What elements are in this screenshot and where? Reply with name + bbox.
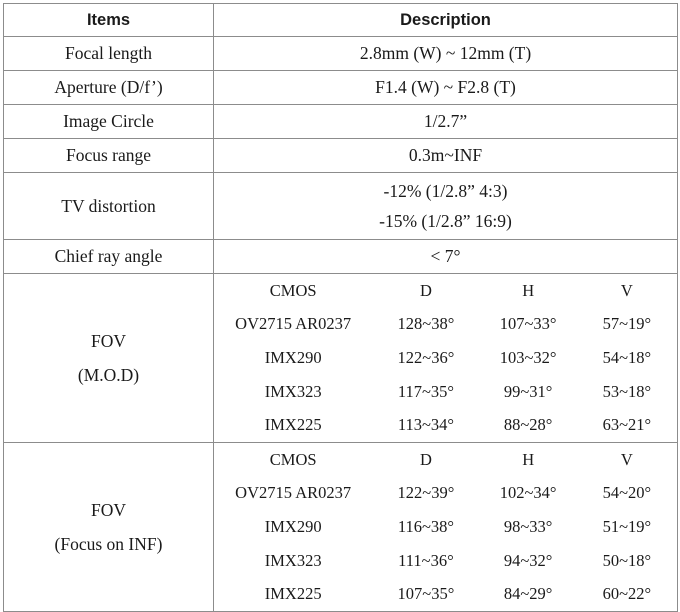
item-chief-ray-angle: Chief ray angle	[4, 240, 214, 274]
fov-v: 54~20°	[602, 483, 652, 503]
fov-h: 103~32°	[499, 347, 557, 367]
fov-inf-row	[214, 477, 677, 511]
fov-inf-values	[214, 442, 678, 611]
items-header: Items	[4, 4, 214, 37]
fov-cmos: IMX323	[264, 381, 322, 401]
fov-v: 57~19°	[602, 314, 652, 334]
fov-cmos: OV2715 AR0237	[235, 314, 352, 334]
fov-h: 99~31°	[503, 381, 553, 401]
fov-h: 84~29°	[503, 584, 553, 604]
spec-row-fov-inf	[4, 442, 678, 611]
spec-row-focus-range	[4, 139, 678, 173]
fov-v: 63~21°	[602, 415, 652, 435]
fov-cmos: IMX225	[264, 584, 322, 604]
fov-mod-row	[214, 308, 677, 342]
fov-d: 128~38°	[397, 314, 455, 334]
fov-col-d: D	[419, 280, 432, 300]
spec-row-aperture	[4, 71, 678, 105]
fov-d: 122~36°	[397, 347, 455, 367]
fov-inf-row	[214, 544, 677, 578]
fov-cmos: IMX290	[264, 347, 322, 367]
spec-row-fov-mod	[4, 274, 678, 443]
fov-mod-condition: (M.O.D)	[77, 364, 140, 385]
item-fov-mod	[4, 274, 214, 443]
fov-cmos: OV2715 AR0237	[235, 483, 352, 503]
fov-h: 94~32°	[503, 550, 553, 570]
fov-inf-row	[214, 577, 677, 611]
fov-inf-header-row	[214, 443, 677, 477]
spec-row-chief-ray-angle	[4, 240, 678, 274]
spec-row-focal-length	[4, 37, 678, 71]
fov-v: 50~18°	[602, 550, 652, 570]
value-tv-distortion	[214, 173, 678, 240]
fov-d: 107~35°	[397, 584, 455, 604]
value-focus-range: 0.3m~INF	[214, 139, 678, 173]
fov-v: 60~22°	[602, 584, 652, 604]
lens-spec-table	[3, 3, 678, 612]
fov-col-cmos: CMOS	[269, 280, 317, 300]
value-chief-ray-angle: < 7°	[214, 240, 678, 274]
fov-d: 117~35°	[397, 381, 455, 401]
fov-col-cmos: CMOS	[269, 449, 317, 469]
item-image-circle: Image Circle	[4, 105, 214, 139]
fov-col-h: H	[522, 449, 535, 469]
fov-h: 107~33°	[499, 314, 557, 334]
fov-mod-header-row	[214, 274, 677, 308]
fov-col-d: D	[419, 449, 432, 469]
fov-mod-row	[214, 341, 677, 375]
fov-d: 122~39°	[397, 483, 455, 503]
spec-row-tv-distortion	[4, 173, 678, 240]
fov-col-h: H	[522, 280, 535, 300]
item-tv-distortion: TV distortion	[4, 173, 214, 240]
item-fov-inf	[4, 442, 214, 611]
description-header: Description	[214, 4, 678, 37]
item-focal-length: Focal length	[4, 37, 214, 71]
fov-mod-row	[214, 375, 677, 409]
item-focus-range: Focus range	[4, 139, 214, 173]
fov-inf-row	[214, 510, 677, 544]
fov-inf-label: FOV	[90, 499, 126, 520]
fov-col-v: V	[620, 449, 633, 469]
fov-cmos: IMX290	[264, 516, 322, 536]
fov-mod-grid	[214, 274, 677, 442]
fov-h: 98~33°	[503, 516, 553, 536]
tv-distortion-16-9: -15% (1/2.8” 16:9)	[379, 211, 512, 231]
fov-h: 88~28°	[503, 415, 553, 435]
fov-col-v: V	[620, 280, 633, 300]
tv-distortion-4-3: -12% (1/2.8” 4:3)	[383, 181, 508, 201]
value-aperture: F1.4 (W) ~ F2.8 (T)	[214, 71, 678, 105]
fov-v: 51~19°	[602, 516, 652, 536]
fov-cmos: IMX225	[264, 415, 322, 435]
fov-inf-grid	[214, 443, 677, 611]
fov-d: 113~34°	[397, 415, 455, 435]
fov-v: 54~18°	[602, 347, 652, 367]
fov-d: 111~36°	[398, 550, 454, 570]
value-image-circle: 1/2.7”	[214, 105, 678, 139]
fov-cmos: IMX323	[264, 550, 322, 570]
fov-mod-label: FOV	[90, 330, 126, 351]
fov-h: 102~34°	[499, 483, 557, 503]
fov-v: 53~18°	[602, 381, 652, 401]
fov-d: 116~38°	[397, 516, 455, 536]
value-focal-length: 2.8mm (W) ~ 12mm (T)	[214, 37, 678, 71]
item-aperture: Aperture (D/f’)	[4, 71, 214, 105]
spec-row-image-circle	[4, 105, 678, 139]
fov-mod-values	[214, 274, 678, 443]
fov-mod-row	[214, 408, 677, 442]
header-row	[4, 4, 678, 37]
fov-inf-condition: (Focus on INF)	[54, 533, 163, 554]
